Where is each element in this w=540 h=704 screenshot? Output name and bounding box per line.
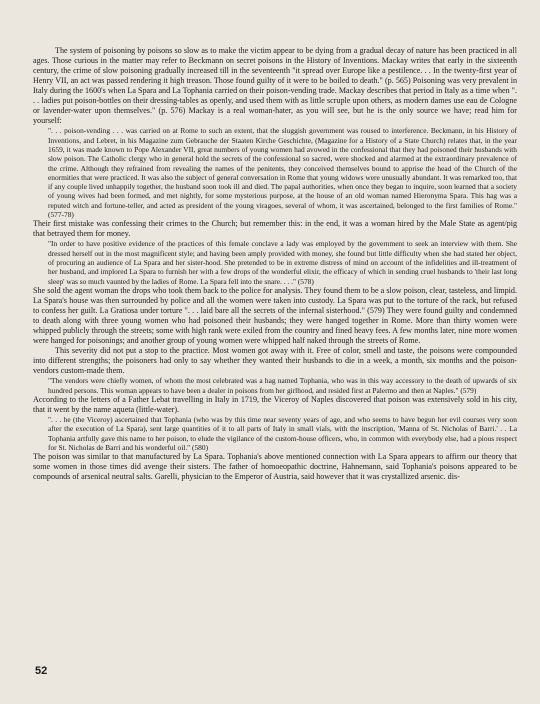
paragraph-father-lebat: According to the letters of a Father Lebat travelling in Italy in 1719, the Viceroy of Naples discovered that poison was extensively sold in his city, that it went by the name aqueta (little-water).: [33, 394, 517, 414]
quote-government-agent: "In order to have positive evidence of the practices of this female conclave a lady was employed by the government to seek an interview with them. She dressed herself out in the most magnificent style; and having been amply provided with money, she found but little difficulty when she had stated her object, of procuring an audience of La Spara and her sister-hood. She pretended to be in extreme distress of mind on account of the infidelities and ill-treatment of her husband, and implored La Spara to furnish her with a few drops of the wonderful elixir, the efficacy of which in sending cruel husbands to 'their last long sleep' was so much vaunted by the ladies of Rome. La Spara fell into the snare. . . ." (578): [48, 239, 517, 286]
quote-pope-alexander: ". . . poison-vending . . . was carried on at Rome to such an extent, that the sluggish government was roused to interference. Beckmann, in his History of Inventions, and Lebret, in his Magazine zum Gebrauche der Staaten Kirche Geschichte, (Magazine for a History of a State Church) relates that, in the year 1659, it was made known to Pope Alexander VII, great numbers of young women had avowed in the confessional that they had poisoned their husbands with slow poison. The Catholic clergy who in general hold the secrets of the confessional so sacred, were shocked and alarmed at the extraordinary prevalence of the crime. Although they refrained from revealing the names of the penitents, they conceived themselves bound to apprise the head of the Church of the enormities that were practiced. It was also the subject of general conversation in Rome that young widows were unusually abundant. It was remarked too, that if any couple lived unhappily together, the husband soon took ill and died. The papal authorities, when once they began to inquire, soon learned that a society of young wives had been formed, and met nightly, for some mysterious purpose, at the house of an old woman named Hieronyma Spara. This hag was a reputed witch and fortune-teller, and acted as president of the young viragoes, several of whom, it was ascertained, belonged to the first families of Rome."(577-78): [48, 126, 517, 220]
page-body: [33, 46, 517, 482]
paragraph-arrest: She sold the agent woman the drops who took them back to the police for analysis. They found them to be a slow poison, clear, tasteless, and limpid. La Spara's house was then surrounded by police and all the women were taken into custody. La Spara was put to the torture of the rack, but refused to confess her guilt. La Gratiosa under torture ". . . laid bare all the secrets of the infernal sisterhood." (579) They were found guilty and condemned to death along with three young women who had poisoned their husbands; they were hanged together in Rome. More than thirty women were whipped publicly through the streets; some with high rank were exiled from the country and fined heavy fees. A few months later, nine more women were hanged for poisonings; and another group of young women were whipped half naked through the streets of Rome.: [33, 285, 517, 346]
quote-viceroy: ". . . he (the Viceroy) ascertained that Tophania (who was by this time near seventy years of age, and who seems to have begun her evil courses very soon after the execution of La Spara), sent large quantities of it to all parts of Italy in small vials, with the inscription, 'Manna of St. Nicholas of Barri.' . . La Tophania artfully gave this name to her poison, to elude the vigilance of the custom-house officers, who, in common with everybody else, had a pious respect for St. Nicholas de Barri and his wonderful oil." (580): [48, 415, 517, 452]
paragraph-similar-poison: The poison was similar to that manufactured by La Spara. Tophania's above mentioned connection with La Spara appears to affirm our theory that some women in those times did avenge their sisters. The father of homoeopathic doctrine, Hahnemann, said Tophania's poisons appeared to be compounds of arsenical neutral salts. Garelli, physician to the Emperor of Austria, said however that it was crystallized arsenic. dis-: [33, 452, 517, 482]
page-number: 52: [35, 665, 48, 677]
paragraph-first-mistake: Their first mistake was confessing their crimes to the Church; but remember this: in the end, it was a woman hired by the Male State as agent/pig that betrayed them for money.: [33, 219, 517, 239]
paragraph-severity: This severity did not put a stop to the practice. Most women got away with it. Free of color, smell and taste, the poisons were compounded into different strengths; the poisoners had only to say whether they wanted their husbands to die in a week, a month, six months and the poison-vendors custom-made them.: [33, 346, 517, 376]
paragraph-slow-poisoning: The system of poisoning by poisons so slow as to make the victim appear to be dying from a gradual decay of nature has been practiced in all ages. Those curious in the matter may refer to Beckmann on secret poisons in the History of Inventions. Mackay writes that early in the sixteenth century, the crime of slow poisoning gradually increased till in the seventeenth "it spread over Europe like a pestilence. . . In the twenty-first year of Henry VII, an act was passed rendering it high treason. Those found guilty of it were to be boiled to death." (p. 565) Poisoning was very prevalent in Italy during the 1600's when La Spara and La Tophania carried on their poison-vending trade. Mackay describes that period in Italy as a time when ". . . ladies put poison-bottles on their dressing-tables as openly, and used them with as little scruple upon others, as modern dames use eau de Cologne or lavender-water upon themselves." (p. 576) Mackay is a real woman-hater, as you will see, but he is the only source we have; read him for yourself:: [33, 46, 517, 126]
quote-tophania: "The vendors were chiefly women, of whom the most celebrated was a hag named Tophania, who was in this way accessory to the death of upwards of six hundred persons. This woman appears to have been a dealer in poisons from her girlhood, and resided first at Palermo and then at Naples." (579): [48, 376, 517, 395]
